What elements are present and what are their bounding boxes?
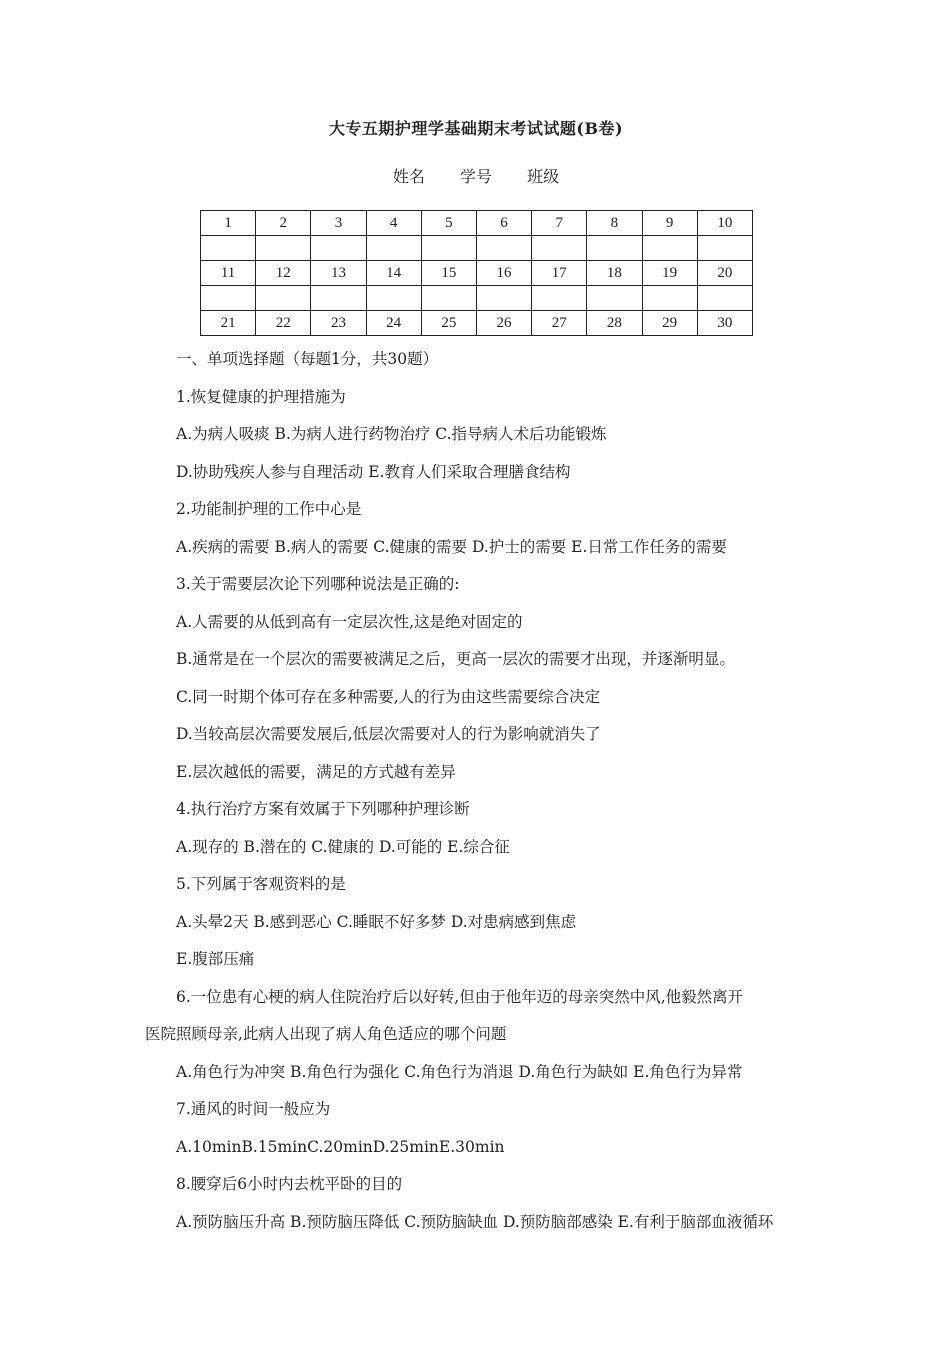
question-line: 1.恢复健康的护理措施为 — [176, 387, 346, 406]
question-line: C.同一时期个体可存在多种需要,人的行为由这些需要综合决定 — [176, 687, 601, 706]
class-label: 班级 — [527, 167, 560, 186]
answer-table-cell: 17 — [532, 261, 587, 286]
student-id-label: 学号 — [459, 167, 492, 186]
question-line: 7.通风的时间一般应为 — [176, 1100, 331, 1118]
answer-table-cell — [256, 236, 311, 261]
answer-table-cell: 14 — [366, 261, 421, 286]
answer-table-row — [201, 211, 753, 236]
answer-table-row — [201, 236, 753, 261]
question-line: E.腹部压痛 — [176, 950, 255, 968]
answer-table-cell — [421, 236, 476, 261]
question-line: 8.腰穿后6小时内去枕平卧的目的 — [176, 1175, 403, 1193]
answer-table-cell — [476, 236, 531, 261]
name-label: 姓名 — [392, 167, 425, 186]
answer-table-cell: 9 — [642, 211, 697, 236]
answer-table-cell: 30 — [697, 311, 752, 336]
answer-table-cell: 16 — [476, 261, 531, 286]
answer-table-cell: 29 — [642, 311, 697, 336]
question-line: 5.下列属于客观资料的是 — [176, 875, 346, 893]
answer-table-cell: 27 — [532, 311, 587, 336]
answer-table-cell: 3 — [311, 211, 366, 236]
answer-table-cell: 19 — [642, 261, 697, 286]
answer-table-cell: 2 — [256, 211, 311, 236]
answer-table-cell — [587, 236, 642, 261]
answer-table-cell — [476, 286, 531, 311]
question-line: 2.功能制护理的工作中心是 — [176, 500, 362, 518]
answer-table-cell: 25 — [421, 311, 476, 336]
answer-table-cell — [256, 286, 311, 311]
question-line: D.当较高层次需要发展后,低层次需要对人的行为影响就消失了 — [176, 725, 601, 743]
answer-table-cell: 20 — [697, 261, 752, 286]
answer-table-cell — [697, 286, 752, 311]
answer-table-cell: 10 — [697, 211, 752, 236]
answer-table-cell: 4 — [366, 211, 421, 236]
question-line: 3.关于需要层次论下列哪种说法是正确的: — [176, 575, 460, 593]
answer-table-row — [201, 311, 753, 336]
section-heading: 一、单项选择题（每题1分，共30题） — [176, 350, 439, 368]
answer-table-cell — [697, 236, 752, 261]
answer-table-cell: 11 — [201, 261, 256, 286]
answer-table-cell: 23 — [311, 311, 366, 336]
answer-table-cell: 5 — [421, 211, 476, 236]
answer-table-cell: 13 — [311, 261, 366, 286]
question-line: E.层次越低的需要，满足的方式越有差异 — [176, 762, 456, 781]
answer-table-cell — [366, 236, 421, 261]
question-line: B.通常是在一个层次的需要被满足之后，更高一层次的需要才出现，并逐渐明显。 — [176, 650, 735, 668]
answer-table-cell: 12 — [256, 261, 311, 286]
answer-table-cell — [421, 286, 476, 311]
question-line: A.10minB.15minC.20minD.25minE.30min — [176, 1137, 505, 1156]
answer-table-cell: 24 — [366, 311, 421, 336]
answer-table-cell — [642, 236, 697, 261]
answer-table-cell — [642, 286, 697, 311]
answer-table-row — [201, 286, 753, 311]
question-line: A.疾病的需要 B.病人的需要 C.健康的需要 D.护士的需要 E.日常工作任务的需要 — [176, 537, 727, 556]
question-line: A.为病人吸痰 B.为病人进行药物治疗 C.指导病人术后功能锻炼 — [176, 425, 607, 443]
answer-table-cell — [311, 286, 366, 311]
question-content — [145, 346, 825, 1246]
answer-table-cell — [201, 236, 256, 261]
question-line: 4.执行治疗方案有效属于下列哪种护理诊断 — [176, 800, 470, 818]
answer-table-cell: 22 — [256, 311, 311, 336]
answer-table-cell: 26 — [476, 311, 531, 336]
answer-table-cell — [366, 286, 421, 311]
question-line: A.头晕2天 B.感到恶心 C.睡眠不好多梦 D.对患病感到焦虑 — [176, 912, 577, 931]
exam-title: 大专五期护理学基础期末考试试题(B卷) — [328, 119, 624, 138]
question-line: A.人需要的从低到高有一定层次性,这是绝对固定的 — [176, 612, 523, 631]
answer-table-cell — [587, 286, 642, 311]
answer-table-cell — [532, 236, 587, 261]
answer-table-cell: 28 — [587, 311, 642, 336]
answer-table-cell — [311, 236, 366, 261]
answer-table-cell: 15 — [421, 261, 476, 286]
answer-table-cell — [532, 286, 587, 311]
question-line: A.现存的 B.潜在的 C.健康的 D.可能的 E.综合征 — [176, 837, 510, 856]
answer-table-cell — [201, 286, 256, 311]
question-line: A.预防脑压升高 B.预防脑压降低 C.预防脑缺血 D.预防脑部感染 E.有利于脑部血液循环 — [176, 1212, 774, 1231]
answer-table-cell: 1 — [201, 211, 256, 236]
question-line: 医院照顾母亲,此病人出现了病人角色适应的哪个问题 — [145, 1025, 507, 1043]
question-line: D.协助残疾人参与自理活动 E.教育人们采取合理膳食结构 — [176, 462, 571, 481]
answer-table-cell: 21 — [201, 311, 256, 336]
question-line: 6.一位患有心梗的病人住院治疗后以好转,但由于他年迈的母亲突然中风,他毅然离开 — [176, 987, 744, 1006]
question-line: A.角色行为冲突 B.角色行为强化 C.角色行为消退 D.角色行为缺如 E.角色行为异常 — [176, 1062, 743, 1081]
answer-table — [200, 210, 753, 336]
answer-table-row — [201, 261, 753, 286]
answer-table-cell: 18 — [587, 261, 642, 286]
student-info — [0, 164, 952, 187]
answer-table-cell: 8 — [587, 211, 642, 236]
answer-table-cell: 7 — [532, 211, 587, 236]
answer-table-cell: 6 — [476, 211, 531, 236]
